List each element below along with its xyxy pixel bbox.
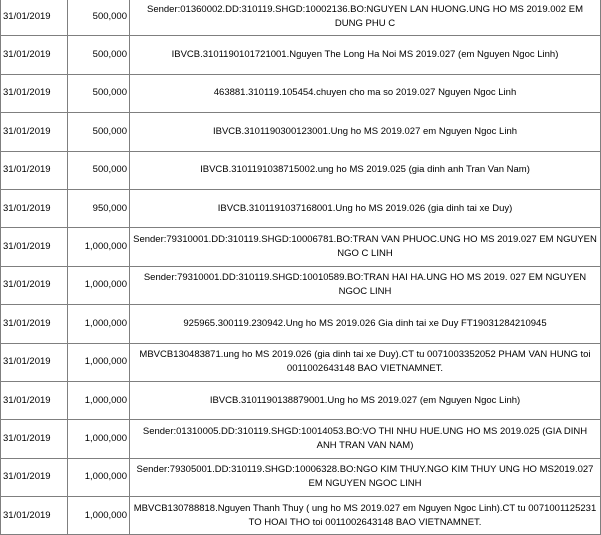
transaction-description-cell: IBVCB.3101190138879001.Ung ho MS 2019.027 (em Nguyen Ngoc Linh) bbox=[130, 381, 601, 419]
transaction-description-cell: IBVCB.3101191037168001.Ung ho MS 2019.026 (gia dinh tai xe Duy) bbox=[130, 189, 601, 227]
transaction-date-cell: 31/01/2019 bbox=[1, 0, 68, 36]
transaction-amount-cell: 1,000,000 bbox=[68, 343, 130, 381]
table-row bbox=[1, 228, 601, 266]
table-row bbox=[1, 189, 601, 227]
table-row bbox=[1, 36, 601, 74]
transaction-amount-cell: 950,000 bbox=[68, 189, 130, 227]
table-row bbox=[1, 74, 601, 112]
table-row bbox=[1, 151, 601, 189]
transaction-date-cell: 31/01/2019 bbox=[1, 458, 68, 496]
transaction-description-cell: IBVCB.3101190300123001.Ung ho MS 2019.027 em Nguyen Ngoc Linh bbox=[130, 113, 601, 151]
transaction-amount-cell: 500,000 bbox=[68, 36, 130, 74]
transaction-description-cell: Sender:01360002.DD:310119.SHGD:10002136.BO:NGUYEN LAN HUONG.UNG HO MS 2019.002 EM DUNG PHU C bbox=[130, 0, 601, 36]
transaction-amount-cell: 500,000 bbox=[68, 151, 130, 189]
transaction-description-cell: IBVCB.3101190101721001.Nguyen The Long Ha Noi MS 2019.027 (em Nguyen Ngoc Linh) bbox=[130, 36, 601, 74]
transaction-description-cell: Sender:79305001.DD:310119.SHGD:10006328.BO:NGO KIM THUY.NGO KIM THUY UNG HO MS2019.027 EM NGUYEN NGOC LINH bbox=[130, 458, 601, 496]
transaction-date-cell: 31/01/2019 bbox=[1, 305, 68, 343]
table-row bbox=[1, 458, 601, 496]
transaction-amount-cell: 500,000 bbox=[68, 113, 130, 151]
transaction-date-cell: 31/01/2019 bbox=[1, 343, 68, 381]
table-row bbox=[1, 0, 601, 36]
transaction-amount-cell: 500,000 bbox=[68, 74, 130, 112]
transaction-date-cell: 31/01/2019 bbox=[1, 228, 68, 266]
transaction-date-cell: 31/01/2019 bbox=[1, 74, 68, 112]
transaction-description-cell: Sender:79310001.DD:310119.SHGD:10010589.BO:TRAN HAI HA.UNG HO MS 2019. 027 EM NGUYEN NGOC LINH bbox=[130, 266, 601, 304]
transaction-amount-cell: 1,000,000 bbox=[68, 381, 130, 419]
transaction-description-cell: MBVCB130788818.Nguyen Thanh Thuy ( ung ho MS 2019.027 em Nguyen Ngoc Linh).CT tu 0071001125231 TO HOAI THO toi 0011002643148 BAO VIETNAMNET. bbox=[130, 497, 601, 535]
transaction-amount-cell: 500,000 bbox=[68, 0, 130, 36]
transaction-date-cell: 31/01/2019 bbox=[1, 266, 68, 304]
transaction-amount-cell: 1,000,000 bbox=[68, 266, 130, 304]
transaction-date-cell: 31/01/2019 bbox=[1, 381, 68, 419]
transactions-table-body bbox=[1, 0, 601, 535]
transaction-amount-cell: 1,000,000 bbox=[68, 228, 130, 266]
transaction-description-cell: Sender:79310001.DD:310119.SHGD:10006781.BO:TRAN VAN PHUOC.UNG HO MS 2019.027 EM NGUYEN NGO C LINH bbox=[130, 228, 601, 266]
transaction-description-cell: MBVCB130483871.ung ho MS 2019.026 (gia dinh tai xe Duy).CT tu 0071003352052 PHAM VAN HUNG toi 0011002643148 BAO VIETNAMNET. bbox=[130, 343, 601, 381]
transaction-description-cell: 463881.310119.105454.chuyen cho ma so 2019.027 Nguyen Ngoc Linh bbox=[130, 74, 601, 112]
table-row bbox=[1, 381, 601, 419]
transaction-date-cell: 31/01/2019 bbox=[1, 420, 68, 458]
transaction-amount-cell: 1,000,000 bbox=[68, 420, 130, 458]
transaction-date-cell: 31/01/2019 bbox=[1, 189, 68, 227]
table-row bbox=[1, 113, 601, 151]
table-row bbox=[1, 266, 601, 304]
table-row bbox=[1, 343, 601, 381]
transaction-amount-cell: 1,000,000 bbox=[68, 305, 130, 343]
table-row bbox=[1, 305, 601, 343]
transaction-date-cell: 31/01/2019 bbox=[1, 113, 68, 151]
transaction-amount-cell: 1,000,000 bbox=[68, 458, 130, 496]
transaction-description-cell: Sender:01310005.DD:310119.SHGD:10014053.BO:VO THI NHU HUE.UNG HO MS 2019.025 (GIA DINH ANH TRAN VAN NAM) bbox=[130, 420, 601, 458]
transaction-amount-cell: 1,000,000 bbox=[68, 497, 130, 535]
transaction-date-cell: 31/01/2019 bbox=[1, 36, 68, 74]
transaction-date-cell: 31/01/2019 bbox=[1, 151, 68, 189]
table-row bbox=[1, 420, 601, 458]
transaction-description-cell: 925965.300119.230942.Ung ho MS 2019.026 Gia dinh tai xe Duy FT19031284210945 bbox=[130, 305, 601, 343]
transaction-date-cell: 31/01/2019 bbox=[1, 497, 68, 535]
table-row bbox=[1, 497, 601, 535]
transaction-description-cell: IBVCB.3101191038715002.ung ho MS 2019.025 (gia dinh anh Tran Van Nam) bbox=[130, 151, 601, 189]
